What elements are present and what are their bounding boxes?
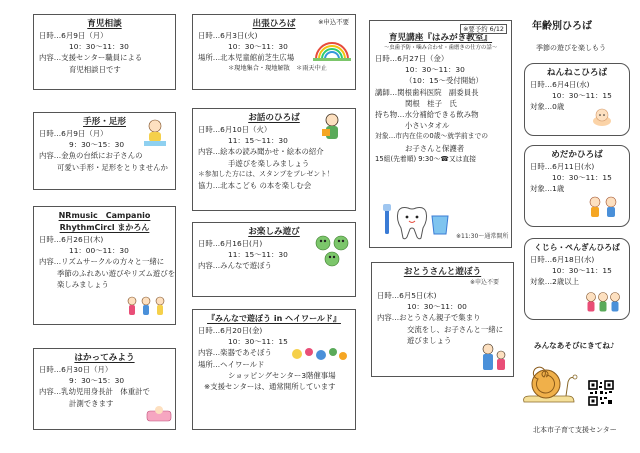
shucchou-title: 出張ひろば	[252, 19, 296, 29]
nrmusic-date: 日時…6月26日(木)	[39, 235, 104, 244]
nenne-panel	[524, 63, 630, 136]
minnade-note: ※支援センターは、通常開所しています	[204, 382, 336, 392]
ikuji-soudan-panel	[33, 14, 176, 90]
nrmusic-title-2: RhythmCircl まかろん	[59, 223, 150, 232]
ohanashi-date: 日時…6月10日（火）	[198, 125, 272, 134]
baby-icon	[591, 108, 613, 126]
rainbow-icon	[313, 37, 351, 61]
toddlers-icon	[587, 196, 621, 220]
hakatte-panel	[33, 348, 176, 430]
ikuji-kouza-capacity: 15組(先着順) 9:30～☎又は直接	[375, 154, 477, 163]
nenne-target: 対象…0歳	[530, 102, 565, 112]
medaka-title: めだかひろば	[551, 150, 603, 160]
hakatte-date: 日時…6月30日（月）	[39, 365, 113, 374]
shucchou-note: ＊現地集合・現地解散 ＊雨天中止	[228, 64, 327, 72]
shucchou-tag: ※申込不要	[318, 18, 349, 26]
ikuji-kouza-bring-2: 小さいタオル	[405, 121, 450, 131]
otousan-content: 内容…おとうさん親子で集まり	[377, 313, 481, 323]
dancing-kids-icon	[124, 295, 168, 321]
tegata-time: 9：30～15：30	[69, 140, 125, 150]
ikuji-kouza-time: 10：30～11：30	[405, 65, 465, 75]
minnade-place-2: ショッピングセンター3階催事場	[228, 370, 336, 380]
medaka-panel	[524, 145, 630, 227]
nrmusic-content-2: 季節のふれあい遊びやリズム遊びを	[57, 268, 176, 278]
hakatte-content-2: 計測できます	[69, 398, 114, 408]
otanoshimi-title: お楽しみ遊び	[248, 227, 300, 237]
tegata-content: 内容…金魚の台紙にお子さんの	[39, 151, 143, 161]
minnade-content: 内容…楽器であそぼう	[198, 348, 272, 358]
otousan-tag: ※申込不要	[469, 279, 499, 286]
nrmusic-content: 内容…リズムサークルの方々と一緒に	[39, 257, 165, 267]
otousan-date: 日時…6月5日(木)	[377, 291, 437, 300]
storyteller-icon	[319, 113, 345, 143]
ikuji-kouza-target: 対象…市内在住の0歳～就学前までの	[375, 132, 489, 141]
tooth-icon	[382, 204, 452, 242]
qr-code-icon	[588, 380, 614, 406]
center-name: 北本市子育て支援センター	[533, 426, 617, 434]
kujira-time: 10：30～11：15	[552, 266, 612, 276]
medaka-time: 10：30～11：15	[552, 173, 612, 183]
minnade-date: 日時…6月20日(金)	[198, 326, 263, 335]
kujira-panel	[524, 238, 630, 320]
ikuji-kouza-target-2: お子さんと保護者	[405, 143, 465, 153]
ohanashi-cooperation: 協力…北本こども の本を楽しむ会	[198, 181, 312, 191]
instruments-icon	[289, 344, 349, 368]
nenrei-title: 年齢別ひろば	[532, 21, 592, 32]
father-child-icon	[476, 343, 510, 373]
ohanashi-content: 内容…絵本の読み聞かせ・絵本の紹介	[198, 147, 324, 157]
otousan-panel	[371, 262, 514, 377]
otanoshimi-date: 日時…6月16日(月)	[198, 239, 263, 248]
nenne-time: 10：30～11：15	[552, 91, 612, 101]
minnade-panel	[192, 309, 356, 430]
otanoshimi-time: 11：15～11：30	[228, 250, 288, 260]
scale-icon	[146, 405, 172, 423]
ikuji-kouza-tag: ※要予約 6/12	[460, 24, 507, 34]
snail-icon	[520, 362, 580, 406]
shucchou-panel	[192, 14, 356, 90]
ikuji-soudan-date: 日時…6月9日（月）	[39, 31, 108, 40]
shucchou-date: 日時…6月3日(火)	[198, 31, 258, 40]
nenne-date: 日時…6月4日(水)	[530, 80, 590, 89]
otousan-title: おとうさんと遊ぼう	[403, 267, 482, 277]
shucchou-time: 10：30～11：30	[228, 42, 288, 52]
ikuji-kouza-subtitle: ～虫歯予防・噛み合わせ・歯磨きの仕方の話～	[383, 45, 498, 51]
ikuji-kouza-footnote: ※11:30～通常開所	[456, 233, 509, 240]
nenrei-subtitle: 季節の遊びを楽しもう	[536, 44, 606, 52]
tegata-title: 手形・足形	[83, 117, 126, 127]
ohanashi-content-2: 手遊びを楽しみましょう	[228, 158, 310, 168]
closing-message: みんなあそびにきてね♪	[534, 341, 615, 350]
children-icon	[583, 291, 623, 315]
ikuji-kouza-panel	[369, 20, 512, 248]
hakatte-content: 内容…乳幼児用身長計 体重計で	[39, 387, 150, 397]
paint-child-icon	[142, 119, 168, 147]
kujira-date: 日時…6月18日(水)	[530, 255, 595, 264]
tegata-content-2: 可愛い手形・足形をとりませんか	[57, 162, 168, 172]
hakatte-time: 9：30～15：30	[69, 376, 125, 386]
ohanashi-time: 11：15～11：30	[228, 136, 288, 146]
hakatte-title: はかってみよう	[74, 353, 135, 363]
minnade-place: 場所…ヘイワールド	[198, 359, 265, 369]
ohanashi-title: お話のひろば	[248, 113, 300, 123]
ikuji-kouza-title: 育児講座『はみがき教室』	[388, 33, 493, 43]
kujira-target: 対象…2歳以上	[530, 277, 580, 287]
minnade-title: 『みんなで遊ぼう in ヘイワールド』	[207, 314, 341, 323]
otanoshimi-panel	[192, 222, 356, 297]
nrmusic-time: 11：00～11：30	[69, 246, 129, 256]
tegata-date: 日時…6月9日（月）	[39, 129, 108, 138]
nenne-title: ねんねこひろば	[546, 68, 608, 78]
shucchou-place: 場所…北本児童館前芝生広場	[198, 53, 295, 63]
medaka-date: 日時…6月11日(水)	[530, 162, 595, 171]
minnade-time: 10：30～11：15	[228, 337, 288, 347]
ikuji-soudan-content-2: 育児相談日です	[69, 64, 121, 74]
ikuji-kouza-lecturer: 講師…関根歯科医院 副委員長	[375, 87, 479, 97]
ikuji-soudan-content: 内容…支援センター職員による	[39, 53, 143, 63]
nrmusic-panel	[33, 206, 176, 325]
kujira-title: くじら・ぺんぎんひろば	[534, 243, 620, 252]
otousan-time: 10：30～11：00	[407, 302, 467, 312]
medaka-target: 対象…1歳	[530, 184, 565, 194]
ikuji-kouza-bring: 持ち物…水分補給できる飲み物	[375, 110, 479, 120]
nrmusic-content-3: 楽しみましょう	[57, 279, 109, 289]
ikuji-soudan-time: 10：30～11：30	[69, 42, 129, 52]
ikuji-kouza-lecturer-name: 関根 桂子 氏	[405, 98, 457, 108]
otousan-content-2: 交流をし、お子さんと一緒に	[407, 324, 504, 334]
ikuji-soudan-title: 育児相談	[87, 19, 122, 29]
otanoshimi-content: 内容…みんなで遊ぼう	[198, 261, 272, 271]
otousan-content-3: 遊びましょう	[407, 335, 452, 345]
ikuji-kouza-date: 日時…6月27日（金）	[375, 54, 449, 63]
frogs-icon	[313, 233, 353, 269]
nrmusic-title-1: NRmusic Campanio	[58, 211, 151, 220]
ohanashi-panel	[192, 108, 356, 211]
tegata-panel	[33, 112, 176, 190]
ikuji-kouza-reception: （10：15～受付開始）	[405, 76, 483, 86]
ohanashi-stamp-note: ＊参加した方には、スタンプをプレゼント！	[198, 169, 334, 178]
